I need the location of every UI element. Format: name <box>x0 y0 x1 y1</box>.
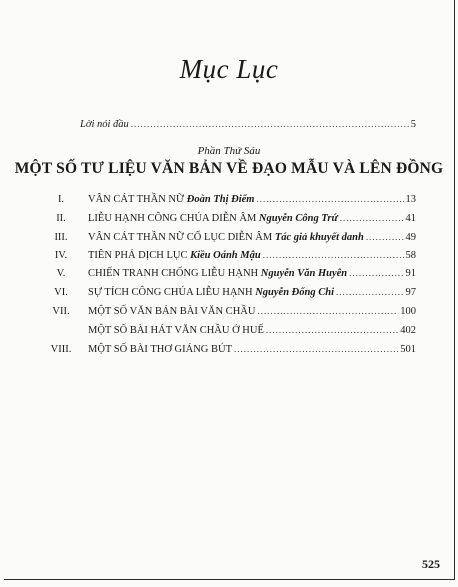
toc-intro-row <box>80 119 416 130</box>
toc-entry <box>34 268 416 286</box>
entry-title: MỘT SỐ BÀI HÁT VĂN CHẦU Ở HUẾ <box>88 325 264 336</box>
entry-number: IV. <box>54 250 68 261</box>
dot-leader <box>366 232 404 242</box>
toc-entry <box>34 213 416 231</box>
entry-page: 97 <box>405 287 416 298</box>
dot-leader <box>263 250 404 260</box>
part-label: Phần Thứ Sáu <box>197 145 261 157</box>
entry-number: II. <box>56 213 66 224</box>
entry-number: I. <box>57 194 65 205</box>
entry-title: SỰ TÍCH CÔNG CHÚA LIỄU HẠNH Nguyễn Đổng Chi <box>88 287 334 298</box>
dot-leader <box>234 344 398 354</box>
toc-entry <box>34 250 416 268</box>
dot-leader <box>349 268 403 278</box>
entry-number: V. <box>56 268 66 279</box>
entry-page: 41 <box>405 213 416 224</box>
entry-page: 91 <box>405 268 416 279</box>
entry-title: TIÊN PHẢ DỊCH LỤC Kiều Oánh Mậu <box>88 250 261 261</box>
toc-entry <box>34 325 416 343</box>
entry-page: 100 <box>400 306 416 317</box>
entry-author: Nguyễn Đổng Chi <box>255 287 334 298</box>
entry-number: VIII. <box>50 344 72 355</box>
dot-leader <box>131 119 409 129</box>
page-number: 525 <box>422 557 440 571</box>
page-title: Mục Lục <box>179 54 279 84</box>
dot-leader <box>256 194 403 204</box>
entry-number: VI. <box>54 287 68 298</box>
dot-leader <box>340 213 404 223</box>
dot-leader <box>266 325 398 335</box>
part-title: MỘT SỐ TƯ LIỆU VĂN BẢN VỀ ĐẠO MẪU VÀ LÊN ĐỒNG <box>14 160 444 177</box>
entry-page: 402 <box>400 325 416 336</box>
entry-author: Kiều Oánh Mậu <box>190 250 261 261</box>
entry-title: CHIẾN TRANH CHỐNG LIỄU HẠNH Nguyễn Văn Huyên <box>88 268 348 279</box>
entry-page: 501 <box>400 344 416 355</box>
entry-page: 13 <box>405 194 416 205</box>
intro-page: 5 <box>410 119 416 130</box>
entry-number: III. <box>54 232 68 243</box>
toc-entry <box>34 194 416 212</box>
dot-leader <box>336 287 404 297</box>
dot-leader <box>257 306 398 316</box>
entry-title: MỘT SỐ BÀI THƠ GIÁNG BÚT <box>88 344 232 355</box>
entry-title: LIỄU HẠNH CÔNG CHÚA DIỄN ÂM Nguyễn Công Trứ <box>88 213 338 224</box>
entry-author: Tác giả khuyết danh <box>274 232 364 243</box>
toc-entry <box>34 287 416 305</box>
entry-title: VÂN CÁT THẦN NỮ CỔ LỤC DIỄN ÂM Tác giả khuyết danh <box>88 232 364 243</box>
entry-author: Nguyễn Công Trứ <box>258 213 338 224</box>
entry-author: Nguyễn Văn Huyên <box>260 268 348 279</box>
toc-entry <box>34 344 416 362</box>
toc-entry <box>34 232 416 250</box>
entry-page: 49 <box>405 232 416 243</box>
entry-page: 58 <box>405 250 416 261</box>
intro-title: Lời nói đầu <box>80 119 129 130</box>
toc-entry <box>34 306 416 324</box>
entry-author: Đoàn Thị Điểm <box>186 194 255 205</box>
entry-number: VII. <box>52 306 70 317</box>
entry-title: VÂN CÁT THẦN NỮ Đoàn Thị Điểm <box>88 194 255 205</box>
entry-title: MỘT SỐ VĂN BẢN BÀI VĂN CHẦU <box>88 306 256 317</box>
